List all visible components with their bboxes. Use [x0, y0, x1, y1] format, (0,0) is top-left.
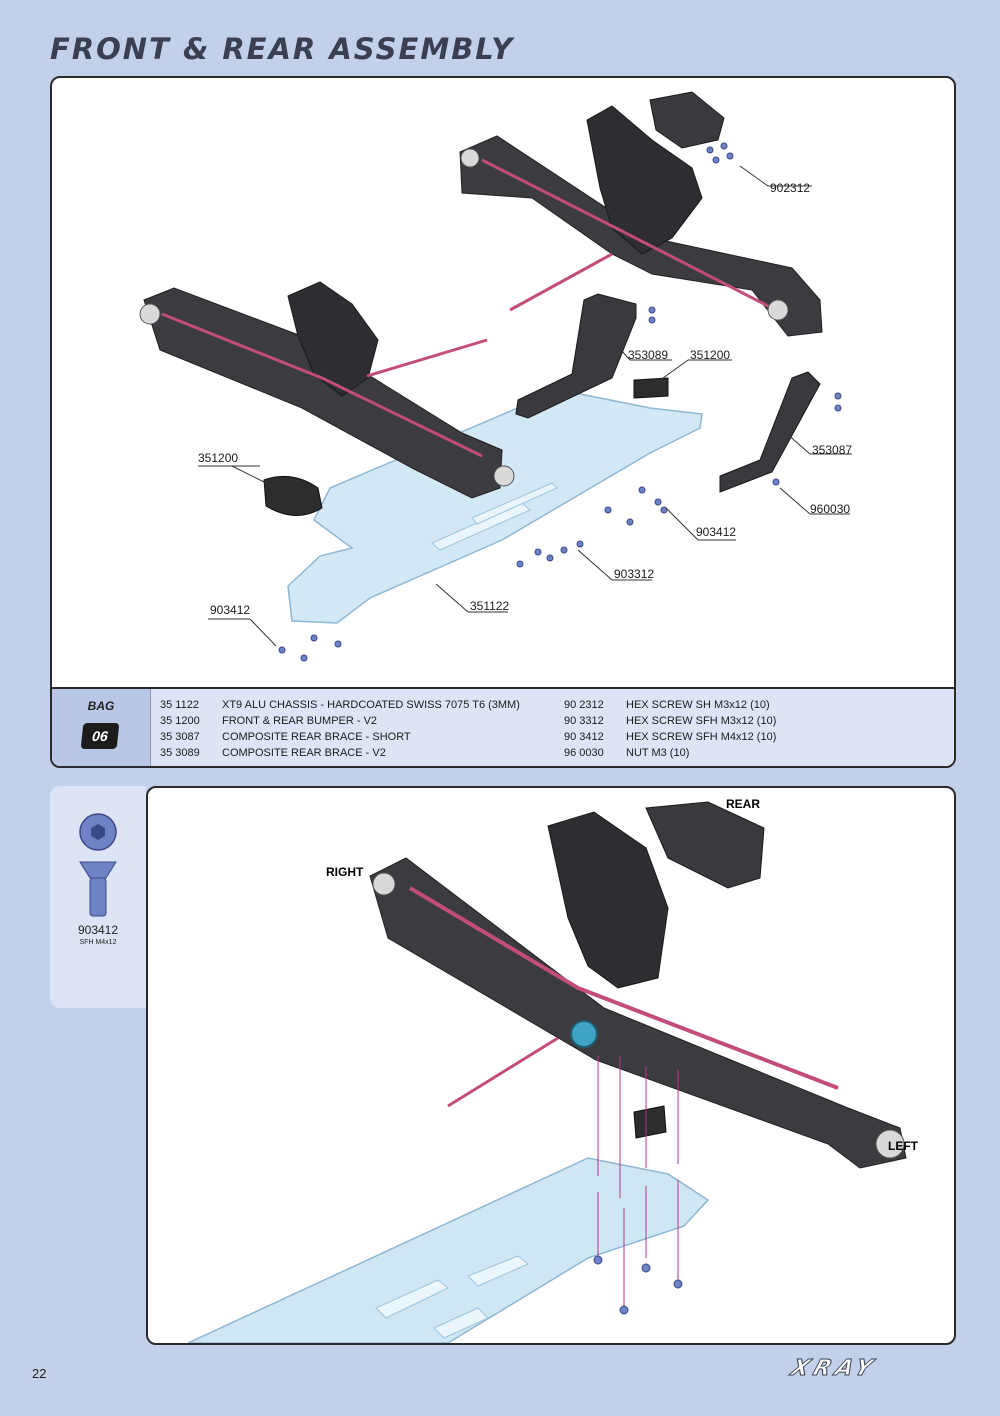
page-number: 22 [32, 1366, 47, 1381]
direction-rear-label: REAR [726, 797, 761, 811]
part-number: 35 3087 [160, 731, 200, 743]
part-description: XT9 ALU CHASSIS - HARDCOATED SWISS 7075 T6 (3MM) [222, 699, 520, 711]
parts-row [564, 697, 776, 713]
parts-row [160, 729, 520, 745]
front-rear-bumper-right [634, 378, 668, 398]
part-number: 35 1200 [160, 715, 200, 727]
parts-list-left [160, 697, 520, 761]
direction-left-label: LEFT [888, 1139, 918, 1153]
assembly-step-diagram [148, 788, 954, 1343]
screw-detail-panel [50, 786, 146, 1008]
part-number: 96 0030 [564, 747, 604, 759]
alu-chassis-plate [188, 1158, 708, 1343]
callout-903312: 903312 [614, 567, 655, 581]
bag-number: 06 [81, 723, 120, 749]
part-number: 90 3412 [564, 731, 604, 743]
screw-spec: SFH M4x12 [79, 939, 117, 946]
part-number: 35 3089 [160, 747, 200, 759]
part-number: 90 2312 [564, 699, 604, 711]
callout-351122: 351122 [470, 599, 510, 613]
part-description: COMPOSITE REAR BRACE - V2 [222, 747, 386, 759]
page-title: FRONT & REAR ASSEMBLY [50, 32, 515, 66]
rear-shock-tower [548, 812, 668, 988]
part-number: 35 1122 [160, 699, 199, 711]
front-rear-bumper [634, 1106, 666, 1138]
direction-right-label: RIGHT [326, 865, 364, 879]
callout-351200-right: 351200 [690, 348, 731, 362]
callout-902312: 902312 [770, 181, 811, 195]
exploded-assembly-panel [50, 76, 956, 768]
bag-label: BAG [87, 699, 115, 713]
callout-960030: 960030 [810, 502, 851, 516]
callout-903412-left: 903412 [210, 603, 251, 617]
part-description: HEX SCREW SH M3x12 (10) [626, 699, 770, 711]
part-description: FRONT & REAR BUMPER - V2 [222, 715, 378, 727]
part-description: NUT M3 (10) [626, 747, 690, 759]
front-rear-bumper-left [264, 476, 322, 515]
part-number: 90 3312 [564, 715, 604, 727]
parts-row [564, 713, 776, 729]
bag-badge [52, 689, 151, 768]
exploded-assembly-diagram [52, 78, 954, 687]
part-description: HEX SCREW SFH M3x12 (10) [626, 715, 777, 727]
countersunk-screw-icon [50, 786, 146, 1008]
part-description: HEX SCREW SFH M4x12 (10) [626, 731, 777, 743]
parts-list-right [564, 697, 776, 761]
composite-rear-brace-short [720, 372, 820, 492]
brand-logo: XRAY [787, 1356, 881, 1381]
parts-row [160, 745, 520, 761]
callout-903412-right: 903412 [696, 525, 737, 539]
screw-code: 903412 [77, 923, 119, 937]
parts-row [564, 745, 776, 761]
callout-353089: 353089 [628, 348, 669, 362]
callout-353087: 353087 [812, 443, 853, 457]
part-description: COMPOSITE REAR BRACE - SHORT [222, 731, 411, 743]
callout-351200-left: 351200 [198, 451, 239, 465]
assembly-step-panel [146, 786, 956, 1345]
parts-row [160, 697, 520, 713]
parts-list-strip [52, 687, 954, 768]
parts-row [160, 713, 520, 729]
parts-row [564, 729, 776, 745]
